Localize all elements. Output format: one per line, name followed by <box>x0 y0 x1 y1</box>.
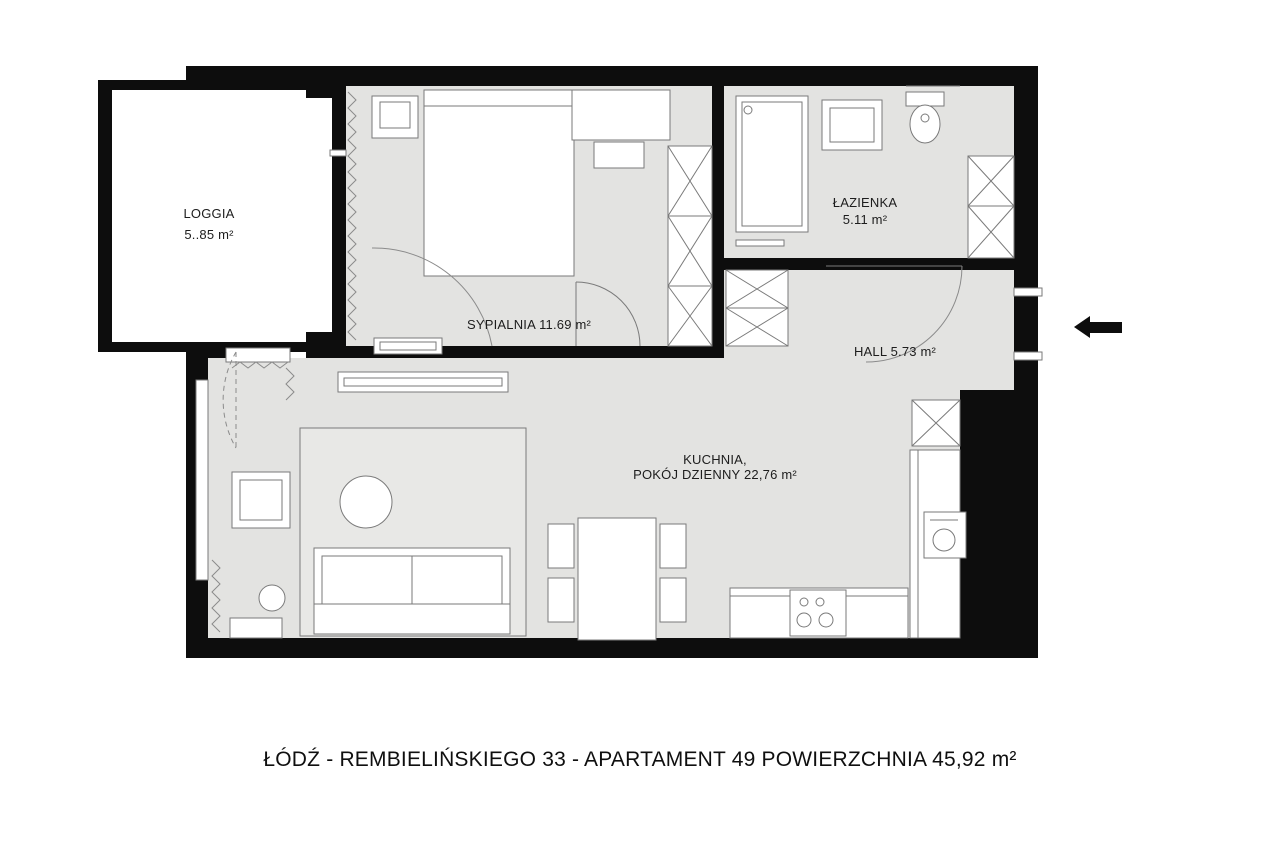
label-loggia-area: 5..85 m² <box>184 227 234 242</box>
room-bedroom-floor <box>346 86 712 346</box>
wall-loggia-left <box>98 80 112 352</box>
wall-bathroom-bottom <box>712 258 1014 270</box>
wall-right-upper <box>1014 66 1038 288</box>
label-kuchnia-line1: KUCHNIA, <box>683 452 747 467</box>
room-living-kitchen-floor-right <box>906 390 960 450</box>
entrance-arrow-head <box>1074 316 1090 338</box>
wall-loggia-right-pier-bottom <box>306 332 346 358</box>
label-lazienka-area: 5.11 m² <box>842 212 888 227</box>
wall-left-lower <box>186 358 208 658</box>
label-sypialnia: SYPIALNIA 11.69 m² <box>466 317 592 332</box>
wall-loggia-right <box>332 80 346 352</box>
wall-bottom <box>186 638 1038 658</box>
plan-caption: ŁÓDŹ - REMBIELIŃSKIEGO 33 - APARTAMENT 49 POWIERZCHNIA 45,92 m² <box>263 748 1017 771</box>
room-living-kitchen-floor <box>208 358 960 638</box>
label-loggia-name: LOGGIA <box>183 206 235 221</box>
room-bathroom-floor <box>724 86 1014 258</box>
wall-bedroom-right <box>712 86 724 358</box>
wall-nub-left-jamb <box>208 346 236 358</box>
label-hall: HALL 5.73 m² <box>853 344 937 359</box>
entrance-arrow-shaft <box>1090 322 1122 333</box>
wall-right-lower <box>960 400 1038 658</box>
wall-bedroom-bottom <box>346 346 724 358</box>
label-kuchnia-line2: POKÓJ DZIENNY 22,76 m² <box>633 467 797 482</box>
wall-loggia-right-pier-top <box>306 80 346 98</box>
label-lazienka-name: ŁAZIENKA <box>832 195 898 210</box>
